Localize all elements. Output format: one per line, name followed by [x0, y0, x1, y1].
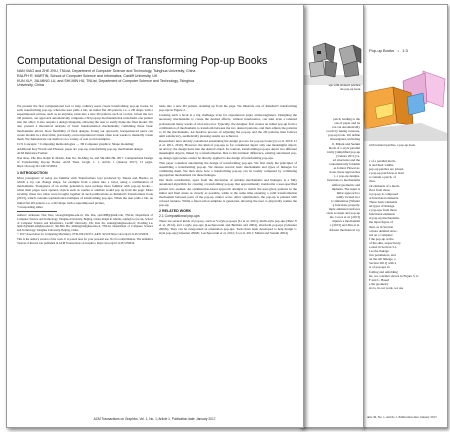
- copyright-notice: © 2017 Association for Computing Machinery. 0730-0301/2017/1-ART1 $15.00 https://doi.org/10.1145/3156934: [17, 232, 149, 237]
- figure-caption: with textured patches. a pop-up book.: [369, 143, 416, 147]
- text-line: iculty [simplified pop-up: [327, 149, 360, 154]
- ccs-concepts: CCS Concepts: • Computing methodologies → 3D Computer graphics; Shape modeling;: [17, 142, 135, 147]
- text-line: mputes a mechanism: [332, 219, 360, 224]
- text-line: ral elements of a mech-: [369, 183, 400, 188]
- text-line: l as the linkage: [369, 249, 389, 254]
- text-line: tions, these approaches: [329, 170, 360, 175]
- body-paragraph: Creating such a book is a big challenge even for experienced paper artists/engineers. Designing the necessary mechanisms to create the desired effects, without interference, can take even a talented professional many weeks of trial and error. Typically, the designer first creates an initial pop-up from a combination of mechanisms to transform between the two desired patterns, and then adjusts the patterns to fit the mechanisms. An iterative process of adjusting the pop-up and the 2D patterns then follows until satisfactory, aesthetically pleasing results are achieved.: [159, 113, 297, 138]
- text-line: ches.: [369, 179, 376, 184]
- text-line: s the geometry: [369, 281, 389, 286]
- author-addresses: Authors' addresses: Nan Xiao, xiaon@tsinghua.edu.cn; Zhe Zhu, ajex1988@gmail.com, TNList, Department of Computer Science and Technology, Tsinghua University, Beijing, China; Ralph R. Martin, ralph@cs.cf.ac.uk, School of Computer Science and Informatics, Cardiff University, UK; Kun Xu, xukun@tsinghua.edu.cn; Jia-Ming Lu, lujm13@mails.tsinghua.edu.cn; Shi-Min Hu, shimin@tsinghua.edu.cn, TNList, Department of Computer Science and Technology, Tsinghua University, Beijing, China.: [17, 213, 153, 232]
- text-line: functions to mechanisms: [327, 178, 360, 183]
- running-head-separator: •: [397, 48, 399, 53]
- text-line: ms. Coros et al. [2013]: [329, 215, 360, 220]
- author-line: RALPH R. MARTIN, School of Computer Science and Informatics, Cardiff University, UK: [17, 73, 158, 78]
- page-footer: ume 36, No. 1, Article 1. Publication date: January 2017.: [367, 415, 438, 419]
- text-line: t automatically foldable: [328, 162, 360, 167]
- text-line: ons of paper and its: [334, 121, 360, 126]
- intro-paragraph: Most youngsters of today are familiar with Transformers toys produced by Takara and Hasbro, in which a toy can change shape, for example from a plane into a robot, using a combination of mechanisms. Youngsters of an earlier generation were perhaps more familiar with pop-up books—when their pages were opened, objects such as castles or animals would pop up from the page. More recently, these two ideas were brought together in such publications as Reinhart's Transformers book [2013], which contains sophisticated examples of transforming pop-ups. When the user pulls a tab, an initial flat 2D pattern, i.e. a 2D shape with a superimposed picture,: [17, 175, 153, 205]
- text-line: tive parameters, and: [369, 253, 396, 258]
- paper-page-2: [300, 4, 364, 428]
- paper-title: Computational Design of Transforming Pop-up Books: [17, 55, 268, 67]
- text-line: ed structures and the: [332, 157, 360, 162]
- abstract: We present the first computational tool to help ordinary users create transforming pop-up books. In each transforming pop-up, when the user pulls a tab, an initial flat 2D pattern, i.e. a 2D shape with a superimposed picture, such as an airplane, turns into a new 2D pattern, such as a robot. Given the two 2D patterns, our approach automatically computes a 3D pop-up mechanism that transforms one pattern into the other; it also outputs a design blueprint, allowing the user to easily make the final model. We also present a theoretical analysis of basic transformation mechanisms; combining these basic mechanisms allows more flexibility of final designs. Using our approach, inexperienced users can create models in a short time; previously, even experienced artists often took weeks to manually create them. We demonstrate our method on a variety of real world examples.: [17, 104, 153, 141]
- text-line: e used in Section 3.1,: [369, 244, 398, 249]
- text-line: ion via automatically: [332, 125, 360, 130]
- acm-reference: Nan Xiao, Zhe Zhu, Ralph R. Martin, Kun Xu, Jia-Ming Lu, and Shi-Min Hu. 2017. Computational Design of Transforming Pop-up Books. ACM Trans. Graph. 1, 1, Article 1 (January 2017), 13 pages. https://doi.org/10.1145/3156934: [17, 156, 153, 168]
- paper-page-1: [6, 4, 304, 428]
- text-line: e pop-up patch has at least: [369, 171, 404, 176]
- text-line: ts and their widths.: [369, 163, 395, 168]
- author-line: KUN XU*, JIA-MING LU, and SHI-MIN HU, TNList, Department of Computer Science and Technology, Tsinghua: [17, 78, 195, 83]
- text-line: on the All linkage, a: [369, 257, 396, 262]
- text-line: as folded. However,: [333, 166, 360, 171]
- text-line: s of a parallel mech-: [369, 159, 396, 163]
- text-line: These basic elements: [369, 199, 398, 204]
- text-line: Section 2011] with a: [369, 261, 397, 266]
- text-line: functional elements: [369, 212, 395, 217]
- text-line: g functions properly.: [332, 202, 360, 207]
- text-line: ole pop-up book.: [339, 87, 361, 91]
- text-line: a more detailed struc-: [369, 228, 398, 233]
- acm-reference-label: ACM Reference Format:: [17, 151, 48, 156]
- body-paragraph: There are several kinds of pop-up, such as V-style pop-ups [Li et al. 2011], multi-style pop-ups [Ruiz Jr et al. 2014], and v-style pop-ups [Lee/Sprowski and Berman and 2004], sliceform pop-ups [Glassner 2002b]. They can be categorized as orientation pop-ups. Tools have been developed to help design v-style pop-ups [Glassner 2002b; Lee/Sprowski et al. 2012; Li et al. 2011; Mitani and Suzuki 2004]: [159, 219, 297, 236]
- text-line: roach by taking contours,: [326, 129, 360, 134]
- text-line: ffers from those: [369, 187, 390, 192]
- text-line: f the pop-up as the: [369, 236, 394, 241]
- text-line: then, as in Section: [369, 224, 394, 229]
- robot-popup-figure: [303, 41, 363, 85]
- body-paragraph: turns into a new 2D pattern, standing up from the page. We illustrate one of Reinhart's transforming pop-ups in Figure 2.: [159, 104, 297, 113]
- author-line: NAN XIAO and ZHE ZHU, TNList, Department of Computer Science and Technology, Tsinghua University, China: [17, 69, 196, 73]
- text-line: oints as input and pop-up: [326, 211, 360, 216]
- text-line: patch, leading to the: [333, 117, 360, 121]
- text-line: pop-up patches are joined,: [369, 167, 404, 172]
- body-text-fragment: [306, 117, 360, 232]
- page-footer: ACM Transactions on Graphics, Vol. 1, No. 1, Article 1. Publication date: January 2017.: [93, 417, 217, 421]
- text-line: ll. Mitani and Suzuki: [332, 141, 360, 146]
- right-column: [159, 104, 297, 237]
- subsection-heading: 2.1 Computational pop-ups: [159, 214, 200, 219]
- body-text-fragment: [369, 159, 447, 290]
- text-line: e pop-ups from those: [369, 208, 397, 213]
- body-paragraph: Researchers have already considered automating the design process for pop-up books [Li et al. 2010; Li et al. 2011, 2010]. However, the kind of pop-ups so far considered depict only one meaningful object; an art/toy: the design turns into the desired object. In contrast, transforming pop-ups depict two different meaningful objects, linked by a transformation. Due to this intrinsic difference, existing automated pop-up design approaches cannot be directly applied to the design of transforming pop-ups.: [159, 139, 297, 160]
- footnote-mark: *corresponding author: [17, 204, 44, 209]
- text-line: sts is, in our work, we use: [369, 285, 404, 290]
- text-line: folding and unfolding: [369, 269, 398, 274]
- running-head-title: Pop-up Books: [369, 48, 395, 53]
- text-line: n pop-up is composed: [369, 191, 399, 196]
- author-line: University, China: [17, 83, 44, 88]
- text-line: ape with textured patches;: [328, 84, 361, 87]
- footnote-divider: [17, 211, 57, 212]
- text-line: nd types of linkage.: [369, 204, 396, 209]
- text-line: ssibly located in a: [336, 194, 360, 199]
- body-paragraph: This paper considers automating the design of transforming pop-ups. We first study the principles of assembling a transforming pop-up. We discuss several basic mechanisms and types of linkages for combining them. We then show how a transforming pop-up can be readily computed by combining appropriate mechanisms via these linkages.: [159, 160, 297, 178]
- text-line: investigated, including: [329, 137, 360, 142]
- text-line: thods of v-style parallel: [328, 145, 360, 150]
- text-line: ic simulation [Winder: [331, 198, 360, 203]
- keywords: Additional Key Words and Phrases: paper art, pop-up, transforming pop-up, mechanism design: [17, 147, 143, 152]
- text-line: mphasis. The input is: [331, 186, 360, 191]
- text-line: al functional elements.: [369, 195, 399, 200]
- text-line: n contain a patch, of: [369, 175, 396, 180]
- text-line: ifferent mechanical toy: [329, 227, 360, 232]
- text-line: 1-1 pop-up designs.: [333, 174, 360, 179]
- running-head-page: 1:3: [402, 48, 408, 53]
- text-line: ssified geometric and: [331, 182, 360, 187]
- text-line: the input figure of: [369, 220, 393, 225]
- text-line: nt pop-up mechanisms.: [369, 216, 400, 221]
- text-line: [Uehara 2011] vs.: [336, 153, 360, 158]
- transforming-popup-figure-right: [363, 63, 447, 141]
- text-line: milar approach to: [336, 190, 360, 195]
- section-heading-related-work: 2 RELATED WORK: [159, 209, 192, 213]
- text-line: lar, we consider shown in Figure 3, is: [369, 273, 419, 278]
- text-line: mple animated surfaces: [328, 207, 360, 212]
- left-column: [17, 104, 153, 245]
- running-head: [369, 48, 408, 53]
- text-line: F and C. Based: [369, 277, 390, 282]
- text-line: ted on a computer: [369, 232, 393, 237]
- paper-page-3: [362, 4, 448, 428]
- text-line: of the skin, respectively.: [369, 240, 402, 245]
- section-heading-introduction: 1 INTRODUCTION: [17, 170, 48, 175]
- body-paragraph: Our main contribution, apart from the discussion of suitable mechanisms and linkages, is a fully automated algorithm for creating a transforming pop-up that approximately transforms a user-specified pattern into another. An optimization-based approach attempts to match the user-given patterns in the initial and final states as closely as possible, while at the same time ensuring a valid transformation mechanism between parts of the pop-up cannot occur. After optimization, the pop-up is painted with colored textures. While a fixed action template is generated, allowing the user to physically realize the pop-up.: [159, 178, 297, 207]
- text-line: pop-up book. We define: [328, 133, 360, 138]
- figure-caption: [305, 84, 361, 92]
- text-line: ts of pop-ups in: [369, 265, 390, 270]
- text-line: t. [2013] and Zhu et al.: [329, 223, 360, 228]
- author-block: [17, 69, 301, 88]
- version-note: This is the author's version of the work. It is posted here for your personal use. Not for redistribution. The definitive Version of Record was published in ACM Transactions on Graphics, https://doi.org/10.1145/3156934.: [17, 236, 153, 245]
